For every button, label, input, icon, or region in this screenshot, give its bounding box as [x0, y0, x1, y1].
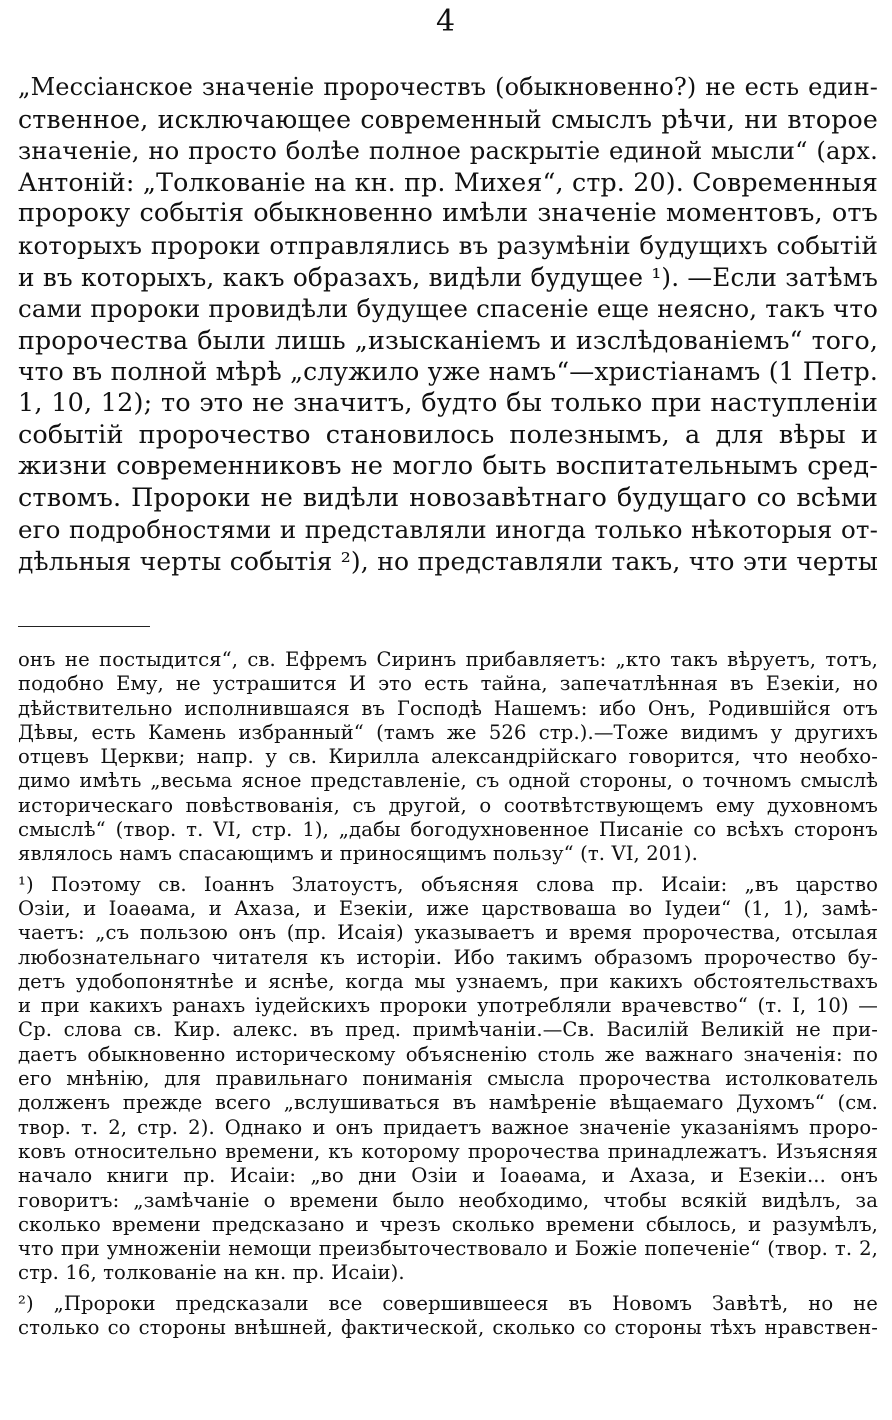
main-text-line: „Мессіанское значеніе пророчествъ (обыкновенно?) не есть един- [18, 73, 878, 101]
footnote-line: Озіи, и Іоаѳама, и Ахаза, и Езекіи, иже царствоваша во Іудеи“ (1, 1), замѣ- [18, 896, 878, 920]
main-text-line: событій пророчество становилось полезнымъ, а для вѣры и [18, 419, 878, 450]
footnote-line: Ср. слова св. Кир. алекс. въ пред. примѣчаніи.—Св. Василій Великій не при- [18, 1018, 878, 1042]
main-text [18, 72, 878, 578]
main-text-line: сами пророки провидѣли будущее спасеніе еще неясно, такъ что [18, 294, 878, 324]
footnote-line: его мнѣнію, для правильнаго пониманія смысла пророчества истолкователь [18, 1067, 878, 1091]
footnote-line: даетъ обыкновенно историческому объясненію столь же важнаго значенія: по [18, 1042, 878, 1066]
continued-footnote [18, 648, 878, 867]
footnote-line: начало книги пр. Исаіи: „во дни Озіи и Іоаѳама, и Ахаза, и Езекіи... онъ [18, 1164, 878, 1188]
footnote-line: ²) „Пророки предсказали все совершившееся въ Новомъ Завѣтѣ, но не [18, 1291, 878, 1315]
footnote-line: что при умноженіи немощи преизбыточествовало и Божіе попеченіе“ (твор. т. 2, [18, 1237, 878, 1261]
footnote-line: онъ не постыдится“, св. Ефремъ Сиринъ прибавляетъ: „кто такъ вѣруетъ, тотъ, [18, 648, 878, 671]
main-text-line: значеніе, но просто болѣе полное раскрытіе единой мысли“ (арх. [18, 136, 878, 166]
main-text-line: и въ которыхъ, какъ образахъ, видѣли будущее ¹). —Если затѣмъ [18, 262, 878, 292]
page-number: 4 [435, 4, 457, 39]
footnote-line: любознательнаго читателя къ исторіи. Ибо такимъ образомъ пророчество бу- [18, 945, 878, 969]
footnote-line: и при какихъ ранахъ іудейскихъ пророки употребляли врачевство“ (т. I, 10) — [18, 994, 878, 1018]
footnote-1 [18, 873, 878, 1286]
footnote-line: являлось намъ спасающимъ и приносящимъ пользу“ (т. VI, 201). [18, 842, 698, 866]
footnote-line: ¹) Поэтому св. Іоаннъ Златоустъ, объясняя слова пр. Исаіи: „въ царство [18, 872, 878, 896]
main-text-line: его подробностями и представляли иногда только нѣкоторыя от- [18, 515, 878, 545]
main-text-line: жизни современниковъ не могло быть воспитательнымъ сред- [18, 451, 878, 482]
main-text-line: которыхъ пророки отправлялись въ разумѣніи будущихъ событій [18, 230, 878, 260]
footnote-line: дѣйствительно исполнившаяся въ Господѣ Нашемъ: ибо Онъ, Родившійся отъ [18, 696, 878, 720]
main-text-line: 1, 10, 12); то это не значитъ, будто бы только при наступленіи [18, 387, 878, 418]
footnote-line: димо имѣть „весьма ясное представленіе, съ одной стороны, о точномъ смыслѣ [18, 769, 878, 793]
footnote-line: говоритъ: „замѣчаніе о времени было необходимо, чтобы всякій видѣлъ, за [18, 1188, 878, 1212]
main-text-line: ственное, исключающее современный смыслъ рѣчи, ни второе [18, 104, 878, 134]
main-text-line: пророчества были лишь „изысканіемъ и изслѣдованіемъ“ того, [18, 325, 878, 355]
footnote-line: чаетъ: „съ пользою онъ (пр. Исаія) указываетъ и время пророчества, отсылая [18, 921, 878, 945]
footnote-line: столько со стороны внѣшней, фактической, сколько со стороны тѣхъ нравствен- [18, 1316, 878, 1340]
footnote-line: детъ удобопонятнѣе и яснѣе, когда мы узнаемъ, при какихъ обстоятельствахъ [18, 969, 878, 993]
main-text-line: пророку событія обыкновенно имѣли значеніе моментовъ, отъ [18, 198, 878, 229]
main-text-line: дѣльныя черты событія ²), но представляли такъ, что эти черты [18, 546, 878, 576]
footnote-line: ковъ относительно времени, къ которому пророчества принадлежатъ. Изъясняя [18, 1139, 878, 1163]
footnote-line: историческаго повѣствованія, съ другой, о соотвѣтствующемъ ему духовномъ [18, 793, 878, 817]
footnote-line: твор. т. 2, стр. 2). Однако и онъ придаетъ важное значеніе указаніямъ проро- [18, 1115, 878, 1139]
footnote-line: отцевъ Церкви; напр. у св. Кирилла александрійскаго говорится, что необхо- [18, 745, 878, 769]
footnote-line: долженъ прежде всего „вслушиваться въ намѣреніе вѣщаемаго Духомъ“ (см. [18, 1091, 878, 1115]
footnote-line: смыслѣ“ (твор. т. VI, стр. 1), „дабы богодухновенное Писаніе со всѣхъ сторонъ [18, 818, 878, 842]
main-text-line: ствомъ. Пророки не видѣли новозавѣтнаго будущаго со всѣми [18, 482, 878, 513]
main-text-line: что въ полной мѣрѣ „служило уже намъ“—христіанамъ (1 Петр. [18, 357, 878, 387]
footnote-separator [18, 626, 150, 627]
footnote-2 [18, 1292, 878, 1341]
footnote-line: сколько времени предсказано и чрезъ сколько времени сбылось, и разумѣлъ, [18, 1212, 878, 1236]
footnote-line: подобно Ему, не устрашится И это есть тайна, запечатлѣнная въ Езекіи, но [18, 672, 878, 696]
footnote-line: стр. 16, толкованіе на кн. пр. Исаіи). [18, 1261, 405, 1285]
footnote-line: Дѣвы, есть Камень избранный“ (тамъ же 526 стр.).—Тоже видимъ у другихъ [18, 720, 878, 744]
main-text-line: Антоній: „Толкованіе на кн. пр. Михея“, стр. 20). Современныя [18, 167, 878, 197]
footnotes [18, 648, 878, 1340]
